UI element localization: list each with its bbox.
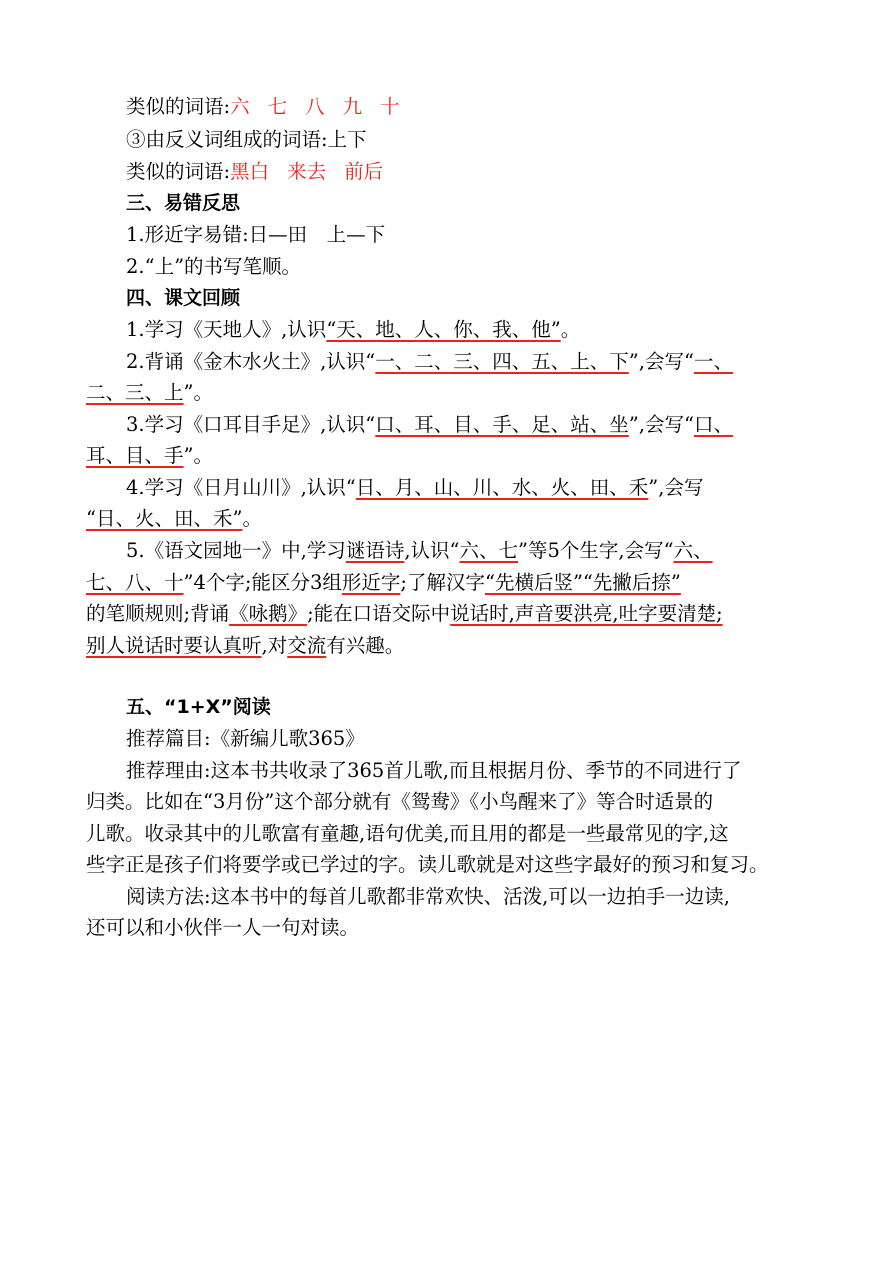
text: ”,会写 [648,476,704,499]
underlined-text: “先横后竖”“先撇后捺” [484,571,681,594]
reason-line: 些字正是孩子们将要学或已学过的字。读儿歌就是对这些字最好的预习和复习。 [86,853,769,876]
text: ”。 [183,444,213,467]
word: 八 [305,95,325,118]
underlined-text: 一、 [693,350,733,373]
section-heading-3: 三、易错反思 [126,192,241,214]
review-item-3-cont [86,443,826,469]
error-item-1: 1.形近字易错:日—田 上—下 [126,223,386,246]
text: 4.学习《日月山川》,认识“ [126,476,356,499]
text: ,对 [261,634,288,657]
text: 的笔顺规则;背诵 [86,602,230,625]
review-item-4-cont [86,506,826,532]
underlined-text: “天、地、人、你、我、他” [326,318,561,341]
text: ”。 [183,381,213,404]
underlined-text: 形近字 [341,571,401,594]
section-heading-5: 五、“1+X”阅读 [126,696,271,718]
text: 3.学习《口耳目手足》,认识“ [126,413,376,436]
text: ;能在口语交际中 [307,602,451,625]
review-item-5-line-2 [86,570,826,596]
review-item-1 [86,317,826,343]
word: 前后 [344,160,384,183]
recommend-title: 推荐篇目:《新编儿歌365》 [126,727,365,750]
underlined-text: 六、七 [459,539,519,562]
method-line: 阅读方法:这本书中的每首儿歌都非常欢快、活泼,可以一边拍手一边读, [126,885,730,908]
error-item-2: 2.“上”的书写笔顺。 [126,255,302,278]
review-item-4 [86,475,826,501]
underlined-text: 二、三、上 [86,381,184,404]
reason-line: 推荐理由:这本书共收录了365首儿歌,而且根据月份、季节的不同进行了 [126,759,742,782]
underlined-text: 说话时,声音要洪亮,吐字要清楚; [450,602,723,625]
review-item-3 [86,412,826,438]
text: 5.《语文园地一》中,学习 [126,539,346,562]
word: 十 [380,95,400,118]
method-line: 还可以和小伙伴一人一句对读。 [86,916,360,939]
review-item-5 [86,538,826,564]
text: ”,会写“ [628,350,694,373]
review-item-5-line-3 [86,601,826,627]
text: ;了解汉字 [400,571,485,594]
text: 有兴趣。 [326,634,405,657]
similar-words-line-1 [86,94,826,120]
word: 七 [267,95,288,118]
text: ”,会写“ [628,413,694,436]
underlined-text: 耳、目、手 [86,444,184,467]
underlined-text: 口、 [693,413,733,436]
text: 。 [560,318,581,341]
word: 六 [230,95,250,118]
word: 黑白 [230,160,270,183]
similar-words-label: 类似的词语: [126,95,231,118]
section-heading-4: 四、课文回顾 [126,287,241,309]
underlined-text: 《咏鹅》 [229,602,308,625]
review-item-2 [86,349,826,375]
text: 2.背诵《金木水火土》,认识“ [126,350,376,373]
text: 。 [242,507,262,530]
text: ”4个字;能区分3组 [183,571,342,594]
underlined-text: 六、 [673,539,713,562]
reason-line: 归类。比如在“3月份”这个部分就有《鸳鸯》《小鸟醒来了》等合时适景的 [86,790,714,813]
word: 来去 [287,160,327,183]
reason-line: 儿歌。收录其中的儿歌富有童趣,语句优美,而且用的都是一些最常见的字,这 [86,822,729,845]
antonym-words-line: ③由反义词组成的词语:上下 [126,128,367,151]
review-item-5-line-4 [86,633,826,659]
text: ”等5个生字,会写“ [518,539,674,562]
text: 1.学习《天地人》,认识 [126,318,327,341]
word: 九 [342,95,363,118]
review-item-2-cont [86,380,826,406]
underlined-text: 一、二、三、四、五、上、下 [375,350,629,373]
underlined-text: 谜语诗 [345,539,405,562]
similar-words-line-2 [86,159,826,185]
text: ,认识“ [404,539,460,562]
underlined-text: “日、火、田、禾” [86,507,243,530]
similar-words-label: 类似的词语: [126,160,231,183]
underlined-text: 交流 [287,634,327,657]
underlined-text: 日、月、山、川、水、火、田、禾 [355,476,649,499]
underlined-text: 别人说话时要认真听 [86,634,262,657]
underlined-text: 七、八、十 [86,571,184,594]
underlined-text: 口、耳、目、手、足、站、坐 [375,413,629,436]
